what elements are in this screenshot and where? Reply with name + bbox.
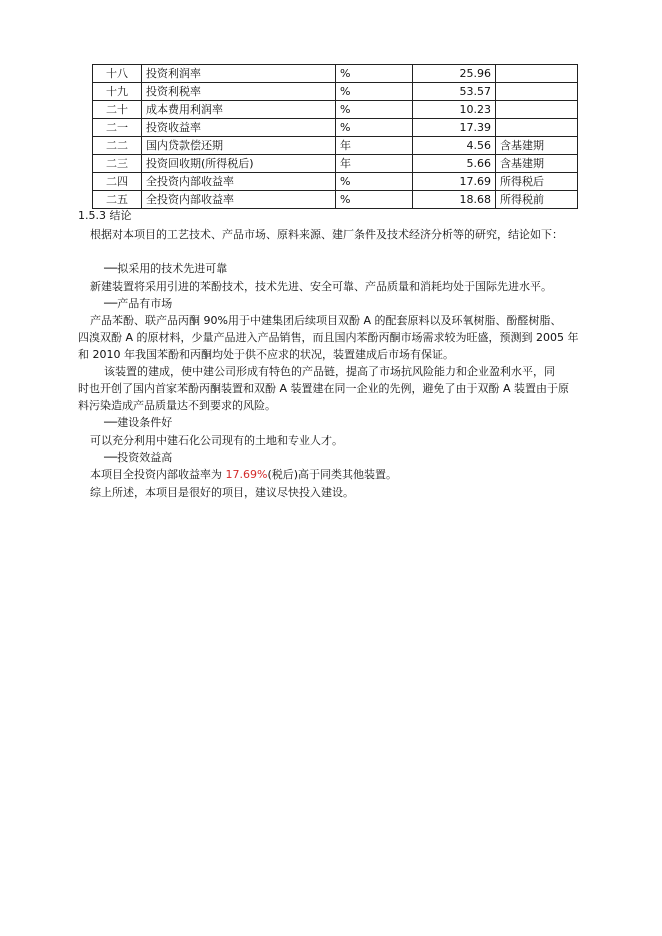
indicator-name: 成本费用利润率: [142, 101, 336, 119]
table-row: [93, 65, 578, 83]
point-body-conditions: 可以充分利用中建石化公司现有的土地和专业人才。: [90, 434, 343, 447]
indicator-name: 全投资内部收益率: [142, 173, 336, 191]
table-row: [93, 137, 578, 155]
indicator-note: [496, 119, 578, 137]
point-body-market-line: 四溴双酚 A 的原材料，少量产品进入产品销售，而且国内苯酚丙酮市场需求较为旺盛，预测到 2005 年: [78, 331, 579, 344]
indicator-name: 投资利税率: [142, 83, 336, 101]
point-title-conditions: ──建设条件好: [104, 416, 173, 429]
indicator-name: 投资回收期(所得税后): [142, 155, 336, 173]
point-body-market-line: 产品苯酚、联产品丙酮 90%用于中建集团后续项目双酚 A 的配套原料以及环氧树脂、酚醛树脂、: [90, 314, 562, 327]
indicator-unit: 年: [336, 137, 413, 155]
table-row: [93, 101, 578, 119]
table-row: [93, 83, 578, 101]
point-title-returns: ──投资效益高: [104, 451, 173, 464]
indicator-unit: %: [336, 119, 413, 137]
point-title-technology: ──拟采用的技术先进可靠: [104, 262, 228, 275]
point-title-market: ──产品有市场: [104, 297, 173, 310]
indicator-value: 17.69: [413, 173, 496, 191]
indicator-note: [496, 101, 578, 119]
indicator-note: 所得税前: [496, 191, 578, 209]
point-body-market-line: 料污染造成产品质量达不到要求的风险。: [78, 399, 276, 412]
indicator-note: [496, 65, 578, 83]
indicator-unit: %: [336, 101, 413, 119]
returns-text-prefix: 本项目全投资内部收益率为: [90, 468, 226, 481]
row-number: 二二: [93, 137, 142, 155]
indicator-unit: %: [336, 191, 413, 209]
point-body-technology: 新建装置将采用引进的苯酚技术，技术先进、安全可靠、产品质量和消耗均处于国际先进水平。: [90, 280, 552, 293]
indicator-value: 17.39: [413, 119, 496, 137]
table-body: [93, 65, 578, 209]
row-number: 二三: [93, 155, 142, 173]
intro-paragraph: 根据对本项目的工艺技术、产品市场、原料来源、建厂条件及技术经济分析等的研究，结论如下：: [90, 228, 563, 241]
indicator-name: 国内贷款偿还期: [142, 137, 336, 155]
economic-indicators-table: [92, 64, 578, 209]
section-heading: 1.5.3 结论: [78, 209, 132, 222]
indicator-note: 所得税后: [496, 173, 578, 191]
indicator-note: 含基建期: [496, 137, 578, 155]
indicator-value: 5.66: [413, 155, 496, 173]
returns-text-suffix: (税后)高于同类其他装置。: [267, 468, 398, 481]
indicator-unit: %: [336, 65, 413, 83]
table-row: [93, 191, 578, 209]
indicator-unit: 年: [336, 155, 413, 173]
table-row: [93, 155, 578, 173]
indicator-value: 25.96: [413, 65, 496, 83]
row-number: 二四: [93, 173, 142, 191]
point-body-market-line: 该装置的建成，使中建公司形成有特色的产品链，提高了市场抗风险能力和企业盈利水平，同: [104, 365, 555, 378]
table-row: [93, 173, 578, 191]
indicator-name: 全投资内部收益率: [142, 191, 336, 209]
row-number: 十九: [93, 83, 142, 101]
indicator-value: 18.68: [413, 191, 496, 209]
indicator-unit: %: [336, 173, 413, 191]
summary-paragraph: 综上所述，本项目是很好的项目，建议尽快投入建设。: [90, 486, 354, 499]
row-number: 二一: [93, 119, 142, 137]
irr-highlight: 17.69%: [225, 468, 268, 481]
indicator-value: 4.56: [413, 137, 496, 155]
row-number: 二五: [93, 191, 142, 209]
indicator-note: 含基建期: [496, 155, 578, 173]
indicator-name: 投资利润率: [142, 65, 336, 83]
indicator-name: 投资收益率: [142, 119, 336, 137]
indicator-note: [496, 83, 578, 101]
row-number: 十八: [93, 65, 142, 83]
indicator-value: 10.23: [413, 101, 496, 119]
indicator-unit: %: [336, 83, 413, 101]
indicator-value: 53.57: [413, 83, 496, 101]
point-body-market-line: 和 2010 年我国苯酚和丙酮均处于供不应求的状况，装置建成后市场有保证。: [78, 348, 454, 361]
point-body-market-line: 时也开创了国内首家苯酚丙酮装置和双酚 A 装置建在同一企业的先例，避免了由于双酚 A 装置由于原: [78, 382, 570, 395]
point-body-returns: [90, 467, 397, 482]
row-number: 二十: [93, 101, 142, 119]
table-row: [93, 119, 578, 137]
